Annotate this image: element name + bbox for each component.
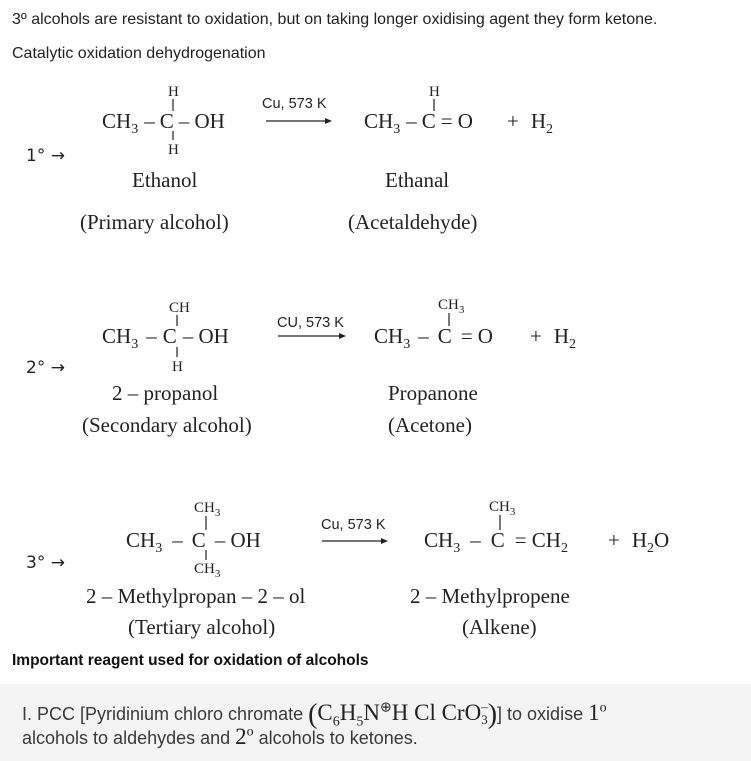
tertiary-arrowhead	[381, 538, 388, 544]
tertiary-product-top-group: $CH_3$	[489, 499, 516, 518]
primary-product-class: (Acetaldehyde)	[348, 210, 478, 234]
secondary-condition: CU, 573 K	[277, 315, 344, 331]
secondary-reactant-class: (Secondary alcohol)	[82, 413, 252, 437]
tertiary-reactant-formula: $CH_3$ – C – OH	[126, 528, 261, 556]
primary-condition: Cu, 573 K	[262, 96, 327, 112]
primary-product-name: Ethanal	[385, 168, 450, 192]
reaction-diagram	[12, 79, 693, 652]
tertiary-reactant-class: (Tertiary alcohol)	[128, 615, 276, 639]
secondary-reactant-name: 2 – propanol	[112, 381, 219, 405]
primary-byproduct: + $H_2$	[507, 109, 554, 137]
reagent-note	[0, 684, 751, 761]
primary-reaction	[26, 84, 553, 234]
tertiary-condition: Cu, 573 K	[321, 517, 386, 533]
secondary-product-top-group: $CH_3$	[438, 297, 465, 316]
primary-product-formula: $CH_3 - C = O$	[364, 109, 473, 137]
secondary-reactant-formula: $CH_3$ – C – OH	[102, 324, 229, 352]
tertiary-product-name: 2 – Methylpropene	[410, 584, 570, 608]
note-prefix: I. PCC [Pyridinium chloro chromate	[22, 704, 309, 724]
tertiary-reactant-name: 2 – Methylpropan – 2 – ol	[86, 584, 306, 608]
intro-line-1: 3º alcohols are resistant to oxidation, but on taking longer oxidising agent they form ketone.	[12, 11, 658, 28]
primary-reactant-bottom-h: H	[168, 142, 179, 158]
primary-reactant-top-h: H	[168, 84, 179, 100]
primary-degree-label: 1° →	[26, 146, 65, 166]
tertiary-product-class: (Alkene)	[462, 615, 537, 639]
secondary-product-formula: $CH_3 - C = O$	[374, 324, 493, 352]
secondary-reactant-top-group: CH	[169, 300, 190, 316]
primary-reactant-name: Ethanol	[132, 168, 198, 192]
tertiary-byproduct: + $H_2O$	[608, 528, 670, 556]
primary-arrowhead	[325, 118, 332, 124]
secondary-reaction	[26, 297, 576, 437]
secondary-reactant-bottom-h: H	[172, 359, 183, 375]
secondary-product-name: Propanone	[388, 381, 478, 405]
tertiary-reactant-top-group: $CH_3$	[194, 500, 221, 519]
reaction-figure	[12, 79, 693, 652]
primary-reactant-class: (Primary alcohol)	[80, 210, 229, 234]
second-degree: 2$^o$	[235, 724, 254, 749]
primary-product-top-h: H	[429, 84, 440, 100]
first-degree: 1$^o$	[588, 700, 607, 725]
tertiary-product-formula: $CH_3 - C = CH_2$	[424, 528, 568, 556]
note-line-2	[22, 724, 418, 750]
note-line2-start: alcohols to aldehydes and	[22, 728, 236, 748]
secondary-arrowhead	[339, 333, 346, 339]
tertiary-degree-label: 3° →	[26, 553, 65, 573]
secondary-degree-label: 2° →	[26, 358, 65, 378]
pcc-formula: ($C_6H_5N^\oplus H$ Cl CrO – 3 )	[308, 699, 498, 730]
intro-line-2: Catalytic oxidation dehydrogenation	[12, 45, 266, 62]
secondary-product-class: (Acetone)	[388, 413, 472, 437]
note-line2-end: alcohols to ketones.	[253, 728, 418, 748]
secondary-byproduct: + $H_2$	[530, 324, 577, 352]
section-heading: Important reagent used for oxidation of alcohols	[12, 652, 369, 669]
tertiary-reaction	[26, 499, 669, 639]
primary-reactant-formula: $CH_3$ – C – OH	[102, 109, 225, 137]
tertiary-reactant-bottom-group: $CH_3$	[194, 561, 221, 580]
note-mid: ] to oxidise	[497, 704, 589, 724]
